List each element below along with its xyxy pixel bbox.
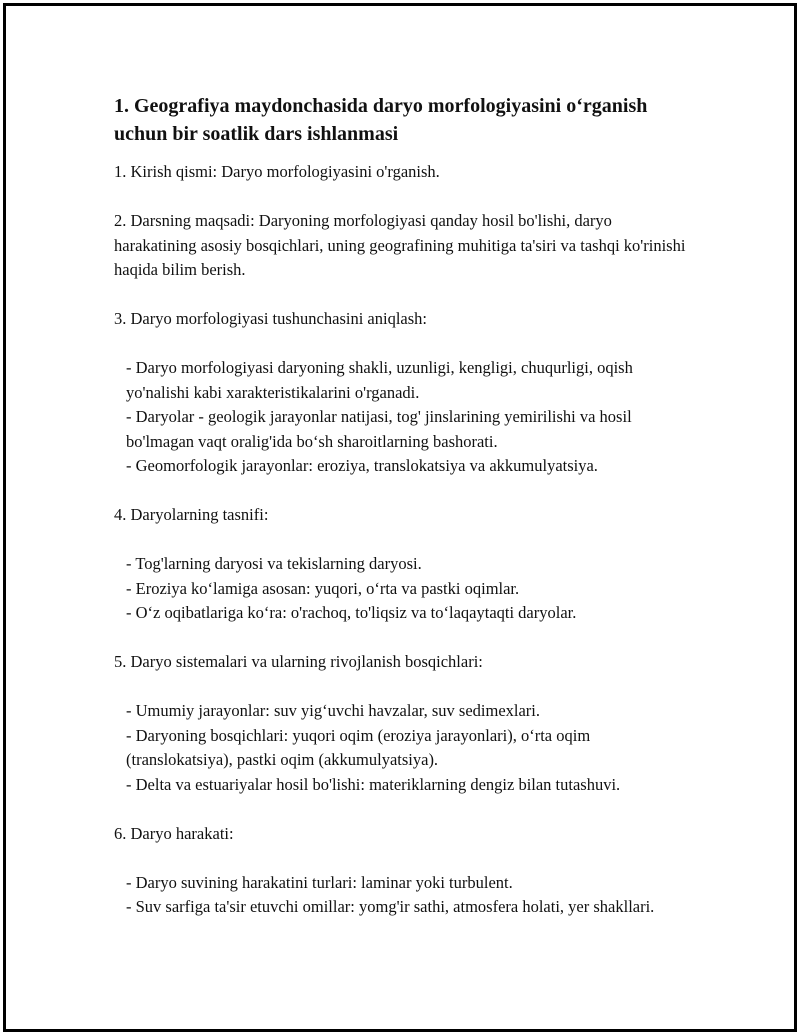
list-item: - Tog'larning daryosi va tekislarning daryosi. [126, 554, 422, 573]
section-heading: 2. Darsning maqsadi: Daryoning morfologiyasi qanday hosil bo'lishi, daryo harakatining asosiy bosqichlari, uning geografining muhitiga ta'siri va tashqi ko'rinishi haqida bilim berish. [114, 211, 686, 279]
document-body [114, 92, 694, 920]
paragraph-gap [114, 626, 694, 651]
paragraph-gap [114, 283, 694, 308]
paragraph-gap [114, 675, 694, 700]
paragraph-gap [114, 797, 694, 822]
list-item: - Daryo suvining harakatini turlari: laminar yoki turbulent. [126, 872, 513, 892]
list-item: - Eroziya ko‘lamiga asosan: yuqori, o‘rta va pastki oqimlar. [126, 578, 520, 598]
paragraph-gap [114, 528, 694, 553]
list-item: - Suv sarfiga ta'sir etuvchi omillar: yomg'ir sathi, atmosfera holati, yer shakllari. [126, 897, 655, 916]
section-heading: 6. Daryo harakati: [114, 823, 234, 843]
list-item: - Geomorfologik jarayonlar: eroziya, translokatsiya va akkumulyatsiya. [126, 456, 598, 475]
section-heading: 5. Daryo sistemalari va ularning rivojlanish bosqichlari: [114, 652, 483, 671]
list-item: - Daryo morfologiyasi daryoning shakli, uzunligi, kengligi, chuqurligi, oqish yo'nalishi kabi xarakteristikalarini o'rganadi. [126, 358, 633, 402]
paragraph-gap [114, 185, 694, 210]
section-heading: 1. Kirish qismi: Daryo morfologiyasini o'rganish. [114, 162, 440, 181]
list-item: - Delta va estuariyalar hosil bo'lishi: materiklarning dengiz bilan tutashuvi. [126, 774, 621, 794]
paragraph-gap [114, 332, 694, 357]
document-title: 1. Geografiya maydonchasida daryo morfologiyasini o‘rganish uchun bir soatlik dars ishlanmasi [114, 95, 648, 145]
paragraph-gap [114, 479, 694, 504]
paragraph-gap [114, 846, 694, 871]
section-heading: 4. Daryolarning tasnifi: [114, 505, 269, 524]
list-item: - O‘z oqibatlariga ko‘ra: o'rachoq, to'liqsiz va to‘laqaytaqti daryolar. [126, 603, 577, 622]
list-item: - Daryolar - geologik jarayonlar natijasi, tog' jinslarining yemirilishi va hosil bo'lmagan vaqt oralig'ida bo‘sh sharoitlarning bashorati. [126, 407, 632, 451]
list-item: - Daryoning bosqichlari: yuqori oqim (eroziya jarayonlari), o‘rta oqim (translokatsiya), pastki oqim (akkumulyatsiya). [126, 725, 591, 769]
section-heading: 3. Daryo morfologiyasi tushunchasini aniqlash: [114, 309, 427, 328]
list-item: - Umumiy jarayonlar: suv yig‘uvchi havzalar, suv sedimexlari. [126, 701, 541, 720]
